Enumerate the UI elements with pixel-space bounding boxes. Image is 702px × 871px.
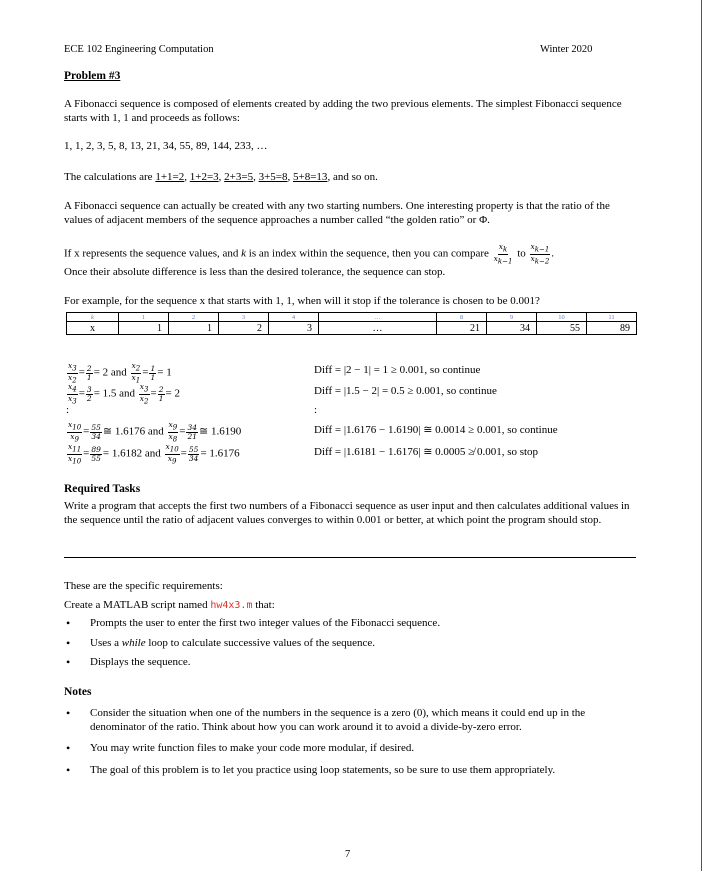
script-filename: hw4x3.m [210,600,253,611]
note-item: • You may write function files to make your code more modular, if desired. [66,742,626,756]
value-cell: 1 [119,322,169,335]
index-cell: 9 [487,313,537,322]
index-cell: 10 [537,313,587,322]
value-cell: 2 [219,322,269,335]
diff-ellipsis: : [314,404,318,416]
index-cell: 2 [169,313,219,322]
index-cell: 8 [437,313,487,322]
requirement-item: • Uses a while loop to calculate successive values of the sequence. [66,637,626,651]
value-cell: 89 [587,322,637,335]
ratio-line-1: $\frac{x_3}{x_2}$ = $\frac{2}{1}$ = 2 and $\frac{x_2}{x_1}$ = $\frac{1}{1}$ = 1 [68,361,172,384]
requirement-item: • Prompts the user to enter the first two integer values of the Fibonacci sequence. [66,617,626,631]
compare-text-a: If x represents the sequence values, and [64,247,239,260]
value-cell: 34 [487,322,537,335]
create-prefix: Create a MATLAB script named [64,599,208,611]
header-term: Winter 2020 [540,44,593,55]
ratio-k-1-fraction: $\frac{x_{k-1}}{x_{k-2}}$ [530,242,550,265]
tasks-body: Write a program that accepts the first two numbers of a Fibonacci sequence as user input and then calculates additional values in the sequence until the ratio of adjacent values converges to within 0.001 or better, at which point the program should stop. [64,500,630,526]
calc-item: 3+5=8 [258,171,288,183]
tasks-heading: Required Tasks [64,483,141,495]
calc-item: 1+2=3 [189,171,219,183]
golden-ratio-paragraph: A Fibonacci sequence can actually be created with any two starting numbers. One interesting property is that the ratio of the values of adjacent members of the sequence approaches a number called “the golden ratio” or Φ. [64,200,610,226]
requirement-item: • Displays the sequence. [66,656,626,670]
section-rule-top [64,557,636,558]
value-label: x [67,322,119,335]
ratio-k-fraction: $\frac{x_k}{x_{k-1}}$ [493,242,513,265]
compare-to: to [517,247,526,260]
ratio-2-text: = 1.5 and [93,387,136,400]
calc-item: 2+3=5 [224,171,254,183]
diff-line-1: Diff = |2 − 1| = 1 ≥ 0.001, so continue [314,364,481,376]
calc-item: 1+1=2 [155,171,185,183]
page-number: 7 [345,849,351,860]
ratio-1-text-b: = 1 [157,366,172,379]
ratio-4-text-b: = 1.6176 [200,447,240,460]
ellipsis-dots: : [66,404,70,416]
ratio-3-text: ≅ 1.6176 and [102,425,164,438]
diff-line-4: Diff = |1.6181 − 1.6176| ≅ 0.0005 ≱ 0.001, so stop [314,446,539,458]
value-cell: 21 [437,322,487,335]
sequence-table [66,312,637,335]
value-cell: 55 [537,322,587,335]
index-cell: … [319,313,437,322]
value-cell: 3 [269,322,319,335]
compare-k: k [241,247,247,260]
diff-line-2: Diff = |1.5 − 2| = 0.5 ≥ 0.001, so continue [314,385,497,397]
index-cell: 4 [269,313,319,322]
sequence-line: 1, 1, 2, 3, 5, 8, 13, 21, 34, 55, 89, 144, 233, … [64,140,268,152]
requirements-list [66,617,626,670]
notes-list [66,707,626,777]
header-course: ECE 102 Engineering Computation [64,44,214,55]
ratio-1-text: = 2 and [93,366,127,379]
compare-end: . [551,247,555,260]
ratio-3-text-b: ≅ 1.6190 [199,425,242,438]
index-cell: 1 [119,313,169,322]
value-row [67,322,637,335]
index-label: k [67,313,119,322]
value-cell: … [319,322,437,335]
create-suffix: that: [255,599,275,611]
ratio-line-3: $\frac{x_{10}}{x_9}$ = $\frac{55}{34}$ ≅ 1.6176 and $\frac{x_9}{x_8}$ = $\frac{34}{21}$ ≅ 1.6190 [68,420,242,443]
index-row [67,313,637,322]
note-item: • The goal of this problem is to let you practice using loop statements, so be sure to use them appropriately. [66,764,626,778]
calc-suffix: , and so on. [327,171,378,183]
note-item: • Consider the situation when one of the numbers in the sequence is a zero (0), which means it could end up in the denominator of the ratio. Think about how you can work around it to avoid a divide-by-zero error. [66,707,626,734]
index-cell: 3 [219,313,269,322]
requirements-intro: These are the specific requirements: [64,580,223,592]
intro-paragraph: A Fibonacci sequence is composed of elements created by adding the two previous elements. The simplest Fibonacci sequence starts with 1, 1 and proceeds as follows: [64,98,622,124]
ratio-line-4: $\frac{x_{11}}{x_{10}}$ = $\frac{89}{55}$ = 1.6182 and $\frac{x_{10}}{x_9}$ = $\frac{55}{34}$ = 1.6176 [68,442,240,465]
create-script-line [64,599,634,613]
notes-heading: Notes [64,686,92,698]
diff-line-3: Diff = |1.6176 − 1.6190| ≅ 0.0014 ≥ 0.001, so continue [314,424,558,436]
ratio-2-text-b: = 2 [165,387,180,400]
calc-prefix: The calculations are [64,171,156,183]
tolerance-line: Once their absolute difference is less than the desired tolerance, the sequence can stop. [64,266,446,278]
example-line: For example, for the sequence x that starts with 1, 1, when will it stop if the tolerance is chosen to be 0.001? [64,295,540,307]
ratio-line-2: $\frac{x_4}{x_3}$ = $\frac{3}{2}$ = 1.5 and $\frac{x_3}{x_2}$ = $\frac{2}{1}$ = 2 [68,382,180,405]
compare-line [64,243,634,265]
calc-item: 5+8=13 [293,171,328,183]
index-cell: 11 [587,313,637,322]
problem-title: Problem #3 [64,70,121,82]
compare-text-b: is an index within the sequence, then you can compare [248,247,489,260]
ratio-4-text: = 1.6182 and [102,447,161,460]
value-cell: 1 [169,322,219,335]
calculations-line: The calculations are 1+1=2, 1+2=3, 2+3=5, 3+5=8, 5+8=13, and so on. [64,171,378,183]
